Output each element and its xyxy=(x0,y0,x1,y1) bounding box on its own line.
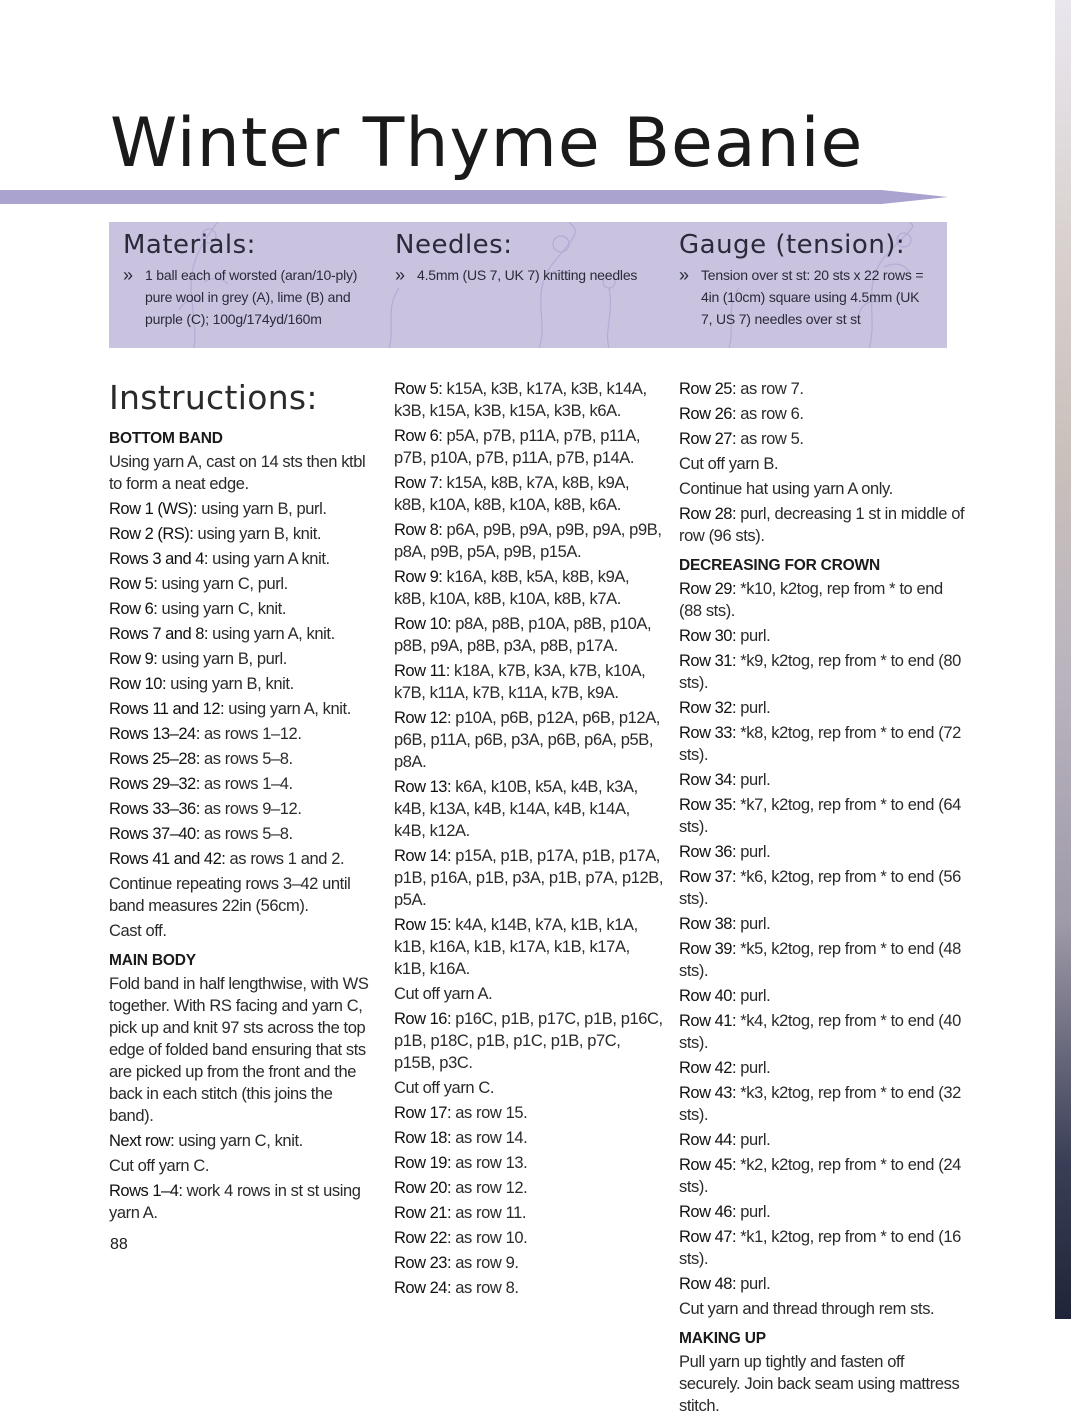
pattern-row xyxy=(109,523,381,545)
pattern-row xyxy=(679,403,965,425)
row-label: Row 16: xyxy=(394,1010,452,1028)
row-text: Using yarn A, cast on 14 sts then ktbl to form a neat edge. xyxy=(109,453,366,493)
instruction-text xyxy=(394,983,664,1005)
row-text: Cut off yarn B. xyxy=(679,455,779,473)
materials-text: 1 ball each of worsted (aran/10-ply) pure wool in grey (A), lime (B) and purple (C); 100g/174yd/160m xyxy=(145,267,358,327)
row-text: as row 15. xyxy=(451,1104,528,1122)
row-text: *k1, k2tog, rep from * to end (16 sts). xyxy=(679,1228,961,1268)
pattern-row xyxy=(679,578,965,622)
row-label: Row 20: xyxy=(394,1179,452,1197)
row-label: Row 6: xyxy=(109,600,158,618)
row-text: using yarn C, knit. xyxy=(174,1132,303,1150)
pattern-row xyxy=(679,1057,965,1079)
row-label: Row 22: xyxy=(394,1229,452,1247)
row-label: Row 10: xyxy=(109,675,167,693)
pattern-row xyxy=(394,1152,664,1174)
pattern-row xyxy=(394,776,664,842)
row-text: p8A, p8B, p10A, p8B, p10A, p8B, p9A, p8B, p3A, p8B, p17A. xyxy=(394,615,652,655)
instruction-text xyxy=(109,873,381,917)
instructions-column-3 xyxy=(679,378,965,1420)
row-label: Row 1 (WS): xyxy=(109,500,198,518)
pattern-row xyxy=(679,841,965,863)
gauge-heading: Gauge (tension): xyxy=(679,230,906,260)
row-text: p6A, p9B, p9A, p9B, p9A, p9B, p8A, p9B, p5A, p9B, p15A. xyxy=(394,521,662,561)
instruction-text xyxy=(679,1298,965,1320)
row-label: Row 9: xyxy=(109,650,158,668)
pattern-row xyxy=(679,938,965,982)
row-label: Row 47: xyxy=(679,1228,737,1246)
row-label: Row 9: xyxy=(394,568,443,586)
section-heading: BOTTOM BAND xyxy=(109,430,223,447)
row-text: Cut yarn and thread through rem sts. xyxy=(679,1300,935,1318)
pattern-row xyxy=(394,519,664,563)
row-label: Rows 7 and 8: xyxy=(109,625,208,643)
row-text: using yarn A, knit. xyxy=(207,625,335,643)
row-label: Next row: xyxy=(109,1132,175,1150)
row-text: as row 8. xyxy=(451,1279,519,1297)
row-label: Row 48: xyxy=(679,1275,737,1293)
instructions-heading: Instructions: xyxy=(109,378,318,417)
row-text: as row 5. xyxy=(736,430,804,448)
row-label: Row 37: xyxy=(679,868,737,886)
pattern-row xyxy=(109,823,381,845)
row-label: Row 21: xyxy=(394,1204,452,1222)
pattern-row xyxy=(679,625,965,647)
pattern-row xyxy=(679,650,965,694)
pattern-row xyxy=(679,985,965,1007)
row-text: k15A, k3B, k17A, k3B, k14A, k3B, k15A, k3B, k15A, k3B, k6A. xyxy=(394,380,647,420)
instruction-text xyxy=(109,1155,381,1177)
row-text: Cut off yarn C. xyxy=(109,1157,210,1175)
row-text: using yarn B, knit. xyxy=(166,675,294,693)
chevron-bullet-icon: » xyxy=(123,265,134,285)
row-text: as rows 1 and 2. xyxy=(225,850,345,868)
row-label: Row 18: xyxy=(394,1129,452,1147)
row-text: using yarn B, knit. xyxy=(193,525,322,543)
row-label: Row 29: xyxy=(679,580,737,598)
instruction-text xyxy=(679,478,965,500)
accent-bar xyxy=(0,190,948,204)
pattern-row xyxy=(679,913,965,935)
gauge-text: Tension over st st: 20 sts x 22 rows = 4in (10cm) square using 4.5mm (UK 7, US 7) needles over st st xyxy=(701,267,924,327)
row-text: p10A, p6B, p12A, p6B, p12A, p6B, p11A, p6B, p3A, p6B, p6A, p5B, p8A. xyxy=(394,709,660,771)
row-text: using yarn B, purl. xyxy=(197,500,327,518)
row-text: *k10, k2tog, rep from * to end (88 sts). xyxy=(679,580,943,620)
needles-heading: Needles: xyxy=(395,230,513,260)
row-label: Row 10: xyxy=(394,615,452,633)
pattern-row xyxy=(679,1082,965,1126)
row-text: purl. xyxy=(736,843,771,861)
pattern-row xyxy=(679,697,965,719)
row-label: Row 19: xyxy=(394,1154,452,1172)
pattern-row xyxy=(679,428,965,450)
row-text: as row 11. xyxy=(451,1204,527,1222)
row-text: Fold band in half lengthwise, with WS together. With RS facing and yarn C, pick up and knit 97 sts across the top edge of folded band ensuring that sts are picked up from the front and the back in each stitch (this joins the band). xyxy=(109,975,369,1125)
pattern-row xyxy=(394,566,664,610)
pattern-row xyxy=(679,1226,965,1270)
pattern-row xyxy=(109,673,381,695)
row-text: *k8, k2tog, rep from * to end (72 sts). xyxy=(679,724,961,764)
row-label: Rows 25–28: xyxy=(109,750,200,768)
row-text: as row 10. xyxy=(451,1229,528,1247)
row-text: using yarn B, purl. xyxy=(157,650,287,668)
row-label: Row 13: xyxy=(394,778,452,796)
pattern-row xyxy=(109,648,381,670)
row-text: purl. xyxy=(736,915,771,933)
row-label: Rows 29–32: xyxy=(109,775,200,793)
row-label: Row 32: xyxy=(679,699,737,717)
row-label: Row 11: xyxy=(394,662,450,680)
row-text: as row 7. xyxy=(736,380,804,398)
row-label: Row 8: xyxy=(394,521,443,539)
row-label: Row 2 (RS): xyxy=(109,525,194,543)
pattern-row xyxy=(109,548,381,570)
row-label: Rows 33–36: xyxy=(109,800,200,818)
pattern-row xyxy=(679,1273,965,1295)
row-label: Row 17: xyxy=(394,1104,452,1122)
row-text: purl. xyxy=(736,771,771,789)
pattern-row xyxy=(394,660,664,704)
row-label: Rows 1–4: xyxy=(109,1182,183,1200)
row-text: purl. xyxy=(736,1059,771,1077)
row-text: k6A, k10B, k5A, k4B, k3A, k4B, k13A, k4B, k14A, k4B, k14A, k4B, k12A. xyxy=(394,778,638,840)
row-text: as rows 1–12. xyxy=(199,725,302,743)
row-text: p15A, p1B, p17A, p1B, p17A, p1B, p16A, p1B, p3A, p1B, p7A, p12B, p5A. xyxy=(394,847,664,909)
pattern-row xyxy=(394,1252,664,1274)
row-text: k4A, k14B, k7A, k1B, k1A, k1B, k16A, k1B, k17A, k1B, k17A, k1B, k16A. xyxy=(394,916,638,978)
instruction-text xyxy=(109,973,381,1127)
row-label: Rows 37–40: xyxy=(109,825,200,843)
pattern-row xyxy=(109,1130,381,1152)
row-text: k18A, k7B, k3A, k7B, k10A, k7B, k11A, k7B, k11A, k7B, k9A. xyxy=(394,662,646,702)
row-label: Row 5: xyxy=(109,575,158,593)
chevron-bullet-icon: » xyxy=(679,265,690,285)
row-text: Continue hat using yarn A only. xyxy=(679,480,893,498)
pattern-row xyxy=(109,498,381,520)
photo-edge xyxy=(1055,0,1071,1319)
row-text: using yarn C, purl. xyxy=(157,575,288,593)
pattern-row xyxy=(394,378,664,422)
row-label: Row 28: xyxy=(679,505,737,523)
row-label: Row 30: xyxy=(679,627,737,645)
pattern-row xyxy=(109,573,381,595)
row-label: Row 31: xyxy=(679,652,737,670)
row-text: purl. xyxy=(736,1275,771,1293)
section-heading: DECREASING FOR CROWN xyxy=(679,557,880,574)
row-label: Row 38: xyxy=(679,915,737,933)
pattern-row xyxy=(394,1227,664,1249)
pattern-row xyxy=(679,794,965,838)
row-text: using yarn A knit. xyxy=(207,550,330,568)
row-text: using yarn C, knit. xyxy=(157,600,287,618)
instruction-text xyxy=(679,453,965,475)
row-label: Row 34: xyxy=(679,771,737,789)
row-text: purl. xyxy=(736,627,771,645)
row-label: Row 42: xyxy=(679,1059,737,1077)
instructions-column-1 xyxy=(109,378,381,1227)
row-text: using yarn A, knit. xyxy=(224,700,351,718)
pattern-row xyxy=(394,1177,664,1199)
page-title: Winter Thyme Beanie xyxy=(110,104,864,183)
pattern-row xyxy=(394,1008,664,1074)
row-label: Row 6: xyxy=(394,427,443,445)
pattern-row xyxy=(394,707,664,773)
row-text: *k6, k2tog, rep from * to end (56 sts). xyxy=(679,868,961,908)
pattern-row xyxy=(679,1201,965,1223)
row-label: Row 5: xyxy=(394,380,443,398)
pattern-row xyxy=(394,425,664,469)
row-text: as row 6. xyxy=(736,405,804,423)
row-text: purl. xyxy=(736,1203,771,1221)
materials-heading: Materials: xyxy=(123,230,256,260)
row-label: Row 39: xyxy=(679,940,737,958)
row-text: as rows 1–4. xyxy=(199,775,293,793)
instruction-text xyxy=(109,451,381,495)
pattern-row xyxy=(394,914,664,980)
row-label: Row 7: xyxy=(394,474,443,492)
row-text: purl. xyxy=(736,987,771,1005)
pattern-row xyxy=(679,722,965,766)
materials-section xyxy=(123,230,383,330)
row-text: as rows 9–12. xyxy=(199,800,302,818)
pattern-row xyxy=(679,1010,965,1054)
row-text: Cut off yarn C. xyxy=(394,1079,495,1097)
row-label: Row 40: xyxy=(679,987,737,1005)
row-label: Row 46: xyxy=(679,1203,737,1221)
pattern-row xyxy=(679,378,965,400)
row-label: Row 15: xyxy=(394,916,452,934)
pattern-row xyxy=(679,1129,965,1151)
row-text: Continue repeating rows 3–42 until band measures 22in (56cm). xyxy=(109,875,351,915)
info-panel xyxy=(109,222,947,348)
pattern-row xyxy=(394,1127,664,1149)
row-label: Rows 13–24: xyxy=(109,725,200,743)
row-label: Row 14: xyxy=(394,847,452,865)
row-label: Row 41: xyxy=(679,1012,737,1030)
row-text: purl. xyxy=(736,699,771,717)
row-text: *k5, k2tog, rep from * to end (48 sts). xyxy=(679,940,961,980)
row-text: Cut off yarn A. xyxy=(394,985,493,1003)
row-text: as row 14. xyxy=(451,1129,528,1147)
row-text: as row 12. xyxy=(451,1179,528,1197)
instructions-column-2 xyxy=(394,378,664,1302)
row-text: as row 13. xyxy=(451,1154,528,1172)
row-text: k16A, k8B, k5A, k8B, k9A, k8B, k10A, k8B, k10A, k8B, k7A. xyxy=(394,568,630,608)
row-text: purl. xyxy=(736,1131,771,1149)
row-label: Row 25: xyxy=(679,380,737,398)
pattern-row xyxy=(394,1202,664,1224)
pattern-row xyxy=(109,748,381,770)
row-text: *k9, k2tog, rep from * to end (80 sts). xyxy=(679,652,961,692)
section-heading: MAKING UP xyxy=(679,1330,766,1347)
instruction-text xyxy=(394,1077,664,1099)
pattern-row xyxy=(394,1277,664,1299)
row-text: Cast off. xyxy=(109,922,167,940)
row-text: as row 9. xyxy=(451,1254,519,1272)
row-text: *k2, k2tog, rep from * to end (24 sts). xyxy=(679,1156,961,1196)
instruction-text xyxy=(109,920,381,942)
row-label: Row 24: xyxy=(394,1279,452,1297)
pattern-row xyxy=(109,773,381,795)
instruction-text xyxy=(679,1351,965,1417)
row-label: Rows 41 and 42: xyxy=(109,850,226,868)
row-label: Row 36: xyxy=(679,843,737,861)
chevron-bullet-icon: » xyxy=(395,265,406,285)
row-label: Row 44: xyxy=(679,1131,737,1149)
row-label: Rows 11 and 12: xyxy=(109,700,225,718)
needles-text: 4.5mm (US 7, UK 7) knitting needles xyxy=(417,267,638,283)
row-text: purl, decreasing 1 st in middle of row (96 sts). xyxy=(679,505,965,545)
row-text: p16C, p1B, p17C, p1B, p16C, p1B, p18C, p1B, p1C, p1B, p7C, p15B, p3C. xyxy=(394,1010,663,1072)
pattern-row xyxy=(394,845,664,911)
gauge-section xyxy=(679,230,929,330)
row-text: Pull yarn up tightly and fasten off securely. Join back seam using mattress stitch. xyxy=(679,1353,960,1415)
pattern-row xyxy=(109,723,381,745)
page-number: 88 xyxy=(110,1236,128,1253)
row-label: Row 27: xyxy=(679,430,737,448)
pattern-row xyxy=(679,1154,965,1198)
row-text: k15A, k8B, k7A, k8B, k9A, k8B, k10A, k8B, k10A, k8B, k6A. xyxy=(394,474,630,514)
pattern-row xyxy=(679,769,965,791)
pattern-row xyxy=(679,866,965,910)
row-label: Row 45: xyxy=(679,1156,737,1174)
pattern-row xyxy=(109,698,381,720)
pattern-row xyxy=(109,848,381,870)
needles-section xyxy=(395,230,655,286)
row-label: Row 23: xyxy=(394,1254,452,1272)
row-label: Row 35: xyxy=(679,796,737,814)
row-text: *k7, k2tog, rep from * to end (64 sts). xyxy=(679,796,961,836)
pattern-row xyxy=(679,503,965,547)
row-text: *k3, k2tog, rep from * to end (32 sts). xyxy=(679,1084,961,1124)
pattern-row xyxy=(109,598,381,620)
pattern-row xyxy=(394,613,664,657)
row-text: work 4 rows in st st using yarn A. xyxy=(109,1182,361,1222)
row-label: Row 26: xyxy=(679,405,737,423)
row-label: Rows 3 and 4: xyxy=(109,550,208,568)
pattern-row xyxy=(109,798,381,820)
row-text: as rows 5–8. xyxy=(199,825,293,843)
row-label: Row 12: xyxy=(394,709,452,727)
row-text: p5A, p7B, p11A, p7B, p11A, p7B, p10A, p7B, p11A, p7B, p14A. xyxy=(394,427,641,467)
row-label: Row 33: xyxy=(679,724,737,742)
row-label: Row 43: xyxy=(679,1084,737,1102)
section-heading: MAIN BODY xyxy=(109,952,196,969)
row-text: *k4, k2tog, rep from * to end (40 sts). xyxy=(679,1012,961,1052)
pattern-row xyxy=(394,472,664,516)
pattern-row xyxy=(109,623,381,645)
pattern-row xyxy=(109,1180,381,1224)
pattern-row xyxy=(394,1102,664,1124)
row-text: as rows 5–8. xyxy=(199,750,293,768)
